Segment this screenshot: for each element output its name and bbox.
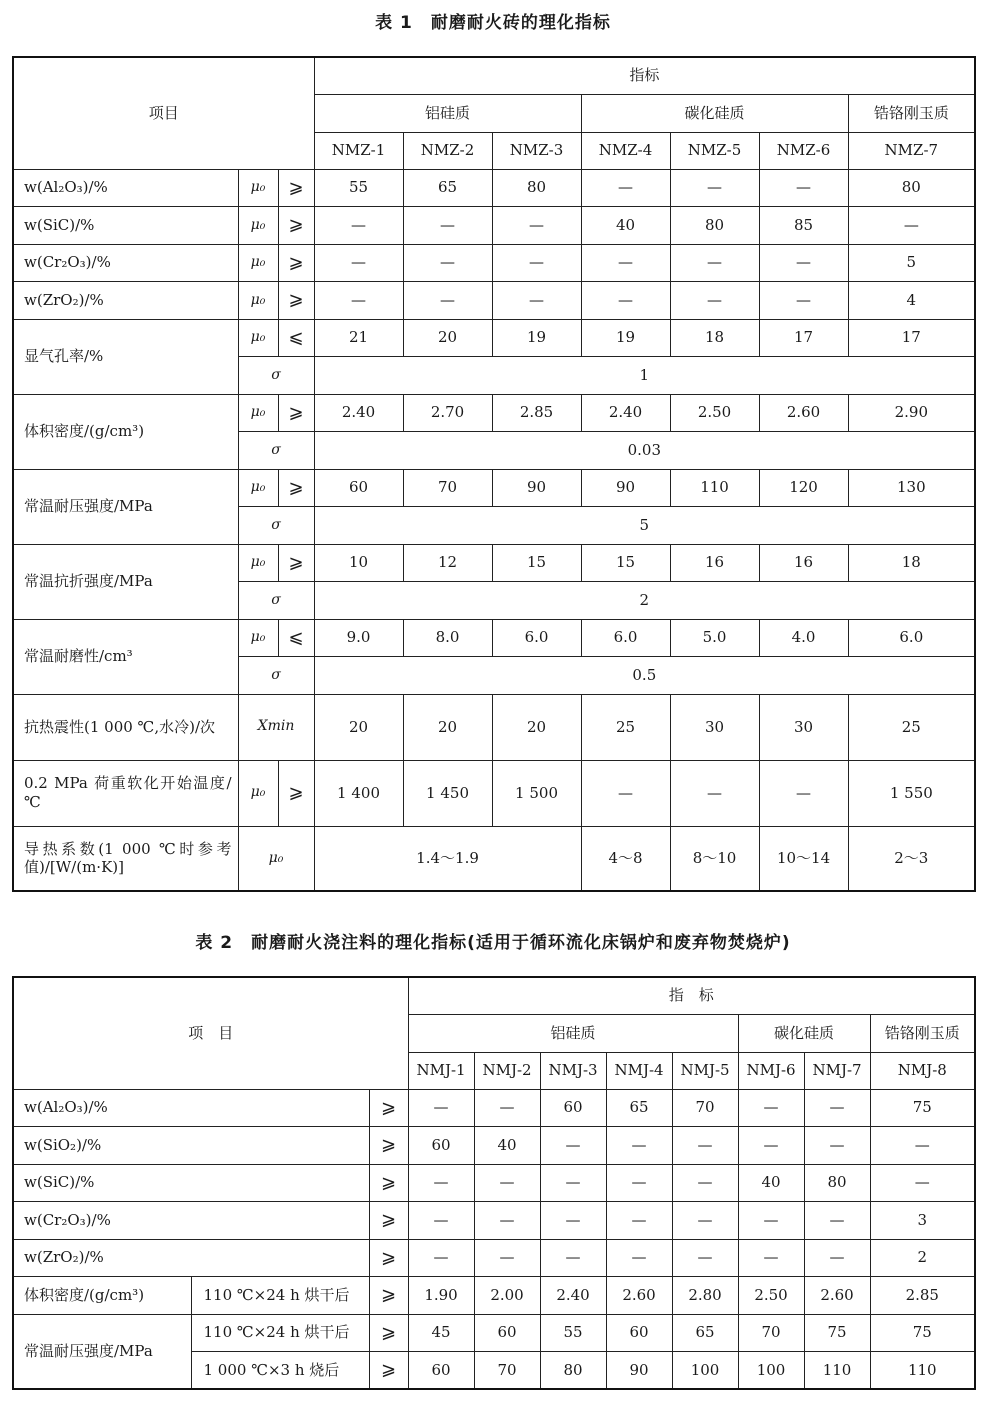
- value-cell: 10～14: [759, 826, 848, 891]
- value-cell: 60: [474, 1314, 540, 1352]
- value-cell: —: [540, 1202, 606, 1240]
- condition-label: 110 ℃×24 h 烘干后: [191, 1277, 369, 1315]
- value-cell: —: [474, 1202, 540, 1240]
- value-cell: 40: [738, 1164, 804, 1202]
- mu-symbol: μ₀: [238, 244, 278, 282]
- value-cell: —: [672, 1164, 738, 1202]
- table2-code: NMJ-1: [408, 1052, 474, 1089]
- value-cell: —: [738, 1127, 804, 1165]
- value-cell: —: [314, 282, 403, 320]
- ge-symbol: ⩾: [278, 469, 314, 507]
- value-cell: 5: [848, 244, 975, 282]
- value-cell: 80: [804, 1164, 870, 1202]
- value-cell: 2.90: [848, 394, 975, 432]
- row-label-zro2: w(ZrO₂)/%: [13, 282, 238, 320]
- value-cell: 6.0: [848, 619, 975, 657]
- table1-header-index: 指标: [314, 57, 975, 94]
- value-cell: 3: [870, 1202, 975, 1240]
- value-cell: 8.0: [403, 619, 492, 657]
- row-label-conductivity: 导热系数(1 000 ℃时参考值)/[W/(m·K)]: [13, 826, 238, 891]
- value-cell: 75: [870, 1314, 975, 1352]
- value-cell: 100: [738, 1352, 804, 1390]
- value-cell: —: [670, 282, 759, 320]
- table1-group-alsi: 铝硅质: [314, 94, 581, 132]
- value-cell: 4～8: [581, 826, 670, 891]
- value-cell: —: [738, 1089, 804, 1127]
- value-cell: —: [403, 282, 492, 320]
- le-symbol: ⩽: [278, 619, 314, 657]
- condition-label: 1 000 ℃×3 h 烧后: [191, 1352, 369, 1390]
- table1-group-zrcr: 锆铬刚玉质: [848, 94, 975, 132]
- table-row: [13, 1239, 975, 1277]
- value-cell: 6.0: [581, 619, 670, 657]
- value-cell: —: [403, 244, 492, 282]
- value-cell: 60: [408, 1352, 474, 1390]
- value-cell: —: [474, 1164, 540, 1202]
- value-cell: —: [738, 1202, 804, 1240]
- value-cell: 120: [759, 469, 848, 507]
- table-row: [13, 619, 975, 657]
- ge-symbol: ⩾: [278, 394, 314, 432]
- table-row: [13, 1089, 975, 1127]
- value-cell: 25: [581, 694, 670, 760]
- value-cell: 80: [848, 169, 975, 207]
- row-label-cr2o3: w(Cr₂O₃)/%: [13, 1202, 369, 1240]
- ge-symbol: ⩾: [369, 1239, 408, 1277]
- value-cell: 4: [848, 282, 975, 320]
- value-cell: —: [540, 1127, 606, 1165]
- value-cell: 70: [672, 1089, 738, 1127]
- value-cell: —: [670, 760, 759, 826]
- value-cell: —: [314, 207, 403, 245]
- table-row: [13, 207, 975, 245]
- value-cell: 80: [492, 169, 581, 207]
- table1-code: NMZ-2: [403, 132, 492, 169]
- table2-group-sic: 碳化硅质: [738, 1014, 870, 1052]
- mu-symbol: μ₀: [238, 619, 278, 657]
- value-cell: 45: [408, 1314, 474, 1352]
- value-cell: 5.0: [670, 619, 759, 657]
- row-label-softening: 0.2 MPa 荷重软化开始温度/℃: [13, 760, 238, 826]
- value-cell: 2.85: [870, 1277, 975, 1315]
- table-row: [13, 1164, 975, 1202]
- mu-symbol: μ₀: [238, 826, 314, 891]
- value-cell: 1 500: [492, 760, 581, 826]
- value-cell: 2: [870, 1239, 975, 1277]
- value-cell: 2.40: [581, 394, 670, 432]
- value-cell: 10: [314, 544, 403, 582]
- value-cell: 90: [581, 469, 670, 507]
- value-cell: 60: [314, 469, 403, 507]
- value-cell: 2.85: [492, 394, 581, 432]
- value-cell: 130: [848, 469, 975, 507]
- table-row: [13, 282, 975, 320]
- ge-symbol: ⩾: [369, 1314, 408, 1352]
- value-cell: —: [408, 1202, 474, 1240]
- mu-symbol: μ₀: [238, 760, 278, 826]
- table-row: [13, 544, 975, 582]
- value-cell: 8～10: [670, 826, 759, 891]
- sigma-symbol: σ: [238, 432, 314, 470]
- table-row: [13, 760, 975, 826]
- table2-caption: 表 2 耐磨耐火浇注料的理化指标(适用于循环流化床锅炉和废弃物焚烧炉): [195, 933, 791, 953]
- value-cell: 60: [408, 1127, 474, 1165]
- value-cell: —: [670, 169, 759, 207]
- value-cell: —: [492, 244, 581, 282]
- table1-code: NMZ-5: [670, 132, 759, 169]
- value-cell: —: [848, 207, 975, 245]
- value-cell: —: [581, 760, 670, 826]
- row-label-zro2: w(ZrO₂)/%: [13, 1239, 369, 1277]
- value-cell: —: [408, 1089, 474, 1127]
- value-cell: 12: [403, 544, 492, 582]
- value-cell: 80: [540, 1352, 606, 1390]
- row-label-al2o3: w(Al₂O₃)/%: [13, 1089, 369, 1127]
- value-cell: —: [474, 1089, 540, 1127]
- value-cell: —: [606, 1202, 672, 1240]
- table1-caption: 表 1 耐磨耐火砖的理化指标: [375, 13, 611, 33]
- value-cell: 65: [606, 1089, 672, 1127]
- value-cell: 17: [759, 319, 848, 357]
- table1-code: NMZ-7: [848, 132, 975, 169]
- sigma-value: 0.5: [314, 657, 975, 695]
- value-cell: 2.40: [314, 394, 403, 432]
- table2-code: NMJ-7: [804, 1052, 870, 1089]
- row-label-thermal-shock: 抗热震性(1 000 ℃,水冷)/次: [13, 694, 238, 760]
- table2-code: NMJ-6: [738, 1052, 804, 1089]
- value-cell: 65: [672, 1314, 738, 1352]
- ge-symbol: ⩾: [369, 1202, 408, 1240]
- value-cell: —: [581, 282, 670, 320]
- row-label-sio2: w(SiO₂)/%: [13, 1127, 369, 1165]
- value-cell: 20: [403, 694, 492, 760]
- ge-symbol: ⩾: [278, 282, 314, 320]
- value-cell: —: [804, 1127, 870, 1165]
- table2: [12, 976, 976, 1390]
- value-cell: —: [408, 1164, 474, 1202]
- value-cell: 40: [581, 207, 670, 245]
- value-cell: 110: [804, 1352, 870, 1390]
- table1-code: NMZ-6: [759, 132, 848, 169]
- xmin-symbol: Xmin: [238, 694, 314, 760]
- value-cell: 16: [670, 544, 759, 582]
- value-cell: —: [314, 244, 403, 282]
- table1-header-item: 项目: [13, 57, 314, 169]
- value-cell: 55: [540, 1314, 606, 1352]
- ge-symbol: ⩾: [369, 1127, 408, 1165]
- value-cell: —: [403, 207, 492, 245]
- value-cell: 55: [314, 169, 403, 207]
- sigma-value: 0.03: [314, 432, 975, 470]
- table1-code: NMZ-1: [314, 132, 403, 169]
- value-cell: 70: [474, 1352, 540, 1390]
- value-cell: 6.0: [492, 619, 581, 657]
- mu-symbol: μ₀: [238, 207, 278, 245]
- row-label-sic: w(SiC)/%: [13, 1164, 369, 1202]
- table-row: [13, 469, 975, 507]
- value-cell: 20: [314, 694, 403, 760]
- value-cell: 18: [670, 319, 759, 357]
- value-cell: —: [870, 1164, 975, 1202]
- value-cell: —: [870, 1127, 975, 1165]
- value-cell: 100: [672, 1352, 738, 1390]
- value-cell: 2.40: [540, 1277, 606, 1315]
- table-row: [13, 169, 975, 207]
- row-label-al2o3: w(Al₂O₃)/%: [13, 169, 238, 207]
- table2-code: NMJ-8: [870, 1052, 975, 1089]
- mu-symbol: μ₀: [238, 282, 278, 320]
- value-cell: —: [759, 760, 848, 826]
- value-cell: 2.80: [672, 1277, 738, 1315]
- value-cell: —: [672, 1239, 738, 1277]
- value-cell: 17: [848, 319, 975, 357]
- value-cell: —: [492, 282, 581, 320]
- value-cell: 2.50: [670, 394, 759, 432]
- value-cell: 2.60: [606, 1277, 672, 1315]
- value-cell: 90: [492, 469, 581, 507]
- table-row: [13, 826, 975, 891]
- value-cell: —: [759, 244, 848, 282]
- table1-code: NMZ-3: [492, 132, 581, 169]
- value-cell: —: [804, 1202, 870, 1240]
- value-cell: 15: [492, 544, 581, 582]
- value-cell: 110: [870, 1352, 975, 1390]
- table1-group-sic: 碳化硅质: [581, 94, 848, 132]
- value-cell: 19: [492, 319, 581, 357]
- mu-symbol: μ₀: [238, 319, 278, 357]
- table-row: [13, 1127, 975, 1165]
- value-cell: 21: [314, 319, 403, 357]
- sigma-symbol: σ: [238, 357, 314, 395]
- value-cell: 20: [403, 319, 492, 357]
- table-row: [13, 694, 975, 760]
- table2-group-alsi: 铝硅质: [408, 1014, 738, 1052]
- value-cell: —: [492, 207, 581, 245]
- row-label-compressive: 常温耐压强度/MPa: [13, 1314, 191, 1389]
- sigma-value: 5: [314, 507, 975, 545]
- ge-symbol: ⩾: [278, 169, 314, 207]
- table2-group-zrcr: 锆铬刚玉质: [870, 1014, 975, 1052]
- value-cell: —: [759, 169, 848, 207]
- sigma-value: 2: [314, 582, 975, 620]
- value-cell: 75: [804, 1314, 870, 1352]
- value-cell: 110: [670, 469, 759, 507]
- value-cell: —: [606, 1127, 672, 1165]
- row-label-compressive: 常温耐压强度/MPa: [13, 469, 238, 544]
- table2-code: NMJ-3: [540, 1052, 606, 1089]
- table-row: [13, 1277, 975, 1315]
- value-cell: 70: [403, 469, 492, 507]
- table1-code: NMZ-4: [581, 132, 670, 169]
- ge-symbol: ⩾: [369, 1164, 408, 1202]
- sigma-symbol: σ: [238, 507, 314, 545]
- ge-symbol: ⩾: [278, 760, 314, 826]
- table1: [12, 56, 976, 892]
- table-row: [13, 394, 975, 432]
- value-cell: —: [581, 169, 670, 207]
- value-cell: 30: [670, 694, 759, 760]
- ge-symbol: ⩾: [278, 544, 314, 582]
- mu-symbol: μ₀: [238, 469, 278, 507]
- value-cell: 70: [738, 1314, 804, 1352]
- value-cell: 18: [848, 544, 975, 582]
- value-cell: 2～3: [848, 826, 975, 891]
- value-cell: —: [540, 1239, 606, 1277]
- row-label-cr2o3: w(Cr₂O₃)/%: [13, 244, 238, 282]
- value-cell: 20: [492, 694, 581, 760]
- value-cell: 1.90: [408, 1277, 474, 1315]
- value-cell: —: [738, 1239, 804, 1277]
- value-cell: —: [606, 1164, 672, 1202]
- value-cell: —: [606, 1239, 672, 1277]
- value-cell: 90: [606, 1352, 672, 1390]
- ge-symbol: ⩾: [369, 1352, 408, 1390]
- sigma-value: 1: [314, 357, 975, 395]
- row-label-density: 体积密度/(g/cm³): [13, 1277, 191, 1315]
- mu-symbol: μ₀: [238, 169, 278, 207]
- table2-code: NMJ-4: [606, 1052, 672, 1089]
- table-row: [13, 1202, 975, 1240]
- value-cell: 80: [670, 207, 759, 245]
- value-cell: 1 450: [403, 760, 492, 826]
- value-cell: 2.70: [403, 394, 492, 432]
- table2-code: NMJ-5: [672, 1052, 738, 1089]
- value-cell: 60: [606, 1314, 672, 1352]
- sigma-symbol: σ: [238, 657, 314, 695]
- value-cell: 1 550: [848, 760, 975, 826]
- value-cell: 2.60: [759, 394, 848, 432]
- value-cell: —: [759, 282, 848, 320]
- row-label-porosity: 显气孔率/%: [13, 319, 238, 394]
- row-label-sic: w(SiC)/%: [13, 207, 238, 245]
- value-cell: 9.0: [314, 619, 403, 657]
- ge-symbol: ⩾: [278, 207, 314, 245]
- value-cell: 2.00: [474, 1277, 540, 1315]
- ge-symbol: ⩾: [369, 1277, 408, 1315]
- value-cell: —: [672, 1127, 738, 1165]
- le-symbol: ⩽: [278, 319, 314, 357]
- value-cell: —: [804, 1239, 870, 1277]
- value-cell: —: [672, 1202, 738, 1240]
- sigma-symbol: σ: [238, 582, 314, 620]
- value-cell: 75: [870, 1089, 975, 1127]
- value-cell: —: [670, 244, 759, 282]
- value-cell: —: [408, 1239, 474, 1277]
- mu-symbol: μ₀: [238, 544, 278, 582]
- value-cell: 65: [403, 169, 492, 207]
- value-cell: 1 400: [314, 760, 403, 826]
- value-cell: —: [474, 1239, 540, 1277]
- table2-header-item: 项 目: [13, 977, 408, 1089]
- value-cell: 60: [540, 1089, 606, 1127]
- condition-label: 110 ℃×24 h 烘干后: [191, 1314, 369, 1352]
- table-row: [13, 319, 975, 357]
- value-cell: —: [540, 1164, 606, 1202]
- table2-code: NMJ-2: [474, 1052, 540, 1089]
- value-cell: 2.50: [738, 1277, 804, 1315]
- row-label-density: 体积密度/(g/cm³): [13, 394, 238, 469]
- value-cell: —: [581, 244, 670, 282]
- table-row: [13, 244, 975, 282]
- value-cell: 1.4～1.9: [314, 826, 581, 891]
- mu-symbol: μ₀: [238, 394, 278, 432]
- ge-symbol: ⩾: [278, 244, 314, 282]
- row-label-abrasion: 常温耐磨性/cm³: [13, 619, 238, 694]
- value-cell: 30: [759, 694, 848, 760]
- value-cell: 2.60: [804, 1277, 870, 1315]
- value-cell: 25: [848, 694, 975, 760]
- value-cell: 4.0: [759, 619, 848, 657]
- table-row: [13, 1314, 975, 1352]
- table2-header-index: 指 标: [408, 977, 975, 1014]
- value-cell: 15: [581, 544, 670, 582]
- value-cell: —: [804, 1089, 870, 1127]
- row-label-flexural: 常温抗折强度/MPa: [13, 544, 238, 619]
- value-cell: 16: [759, 544, 848, 582]
- value-cell: 85: [759, 207, 848, 245]
- value-cell: 40: [474, 1127, 540, 1165]
- ge-symbol: ⩾: [369, 1089, 408, 1127]
- value-cell: 19: [581, 319, 670, 357]
